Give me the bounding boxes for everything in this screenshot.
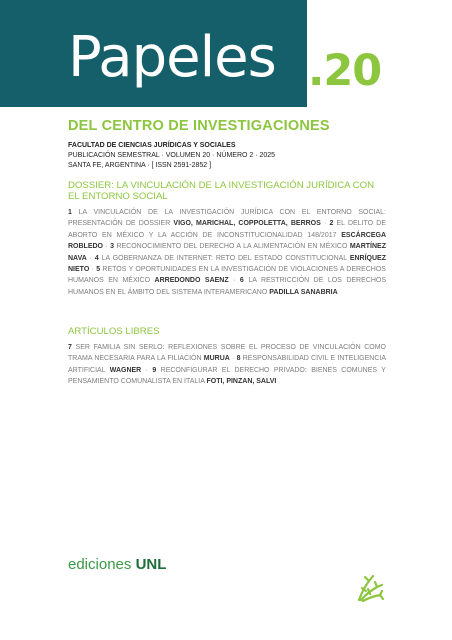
entry-authors: VIGO, MARICHAL, COPPOLETTA, BERROS <box>173 220 321 228</box>
faculty-name: FACULTAD DE CIENCIAS JURÍDICAS Y SOCIALES <box>68 142 236 149</box>
publication-info <box>68 141 275 171</box>
entry-authors: MURUA <box>203 355 230 363</box>
entry-number: 4 <box>94 254 99 262</box>
entry-number: 7 <box>68 344 72 351</box>
entry-title: LA GOBERNANZA DE INTERNET: RETO DEL ESTADO CONSTITUCIONAL <box>101 254 347 262</box>
articulos-contents: 7 SER FAMILIA SIN SERLO: REFLEXIONES SOBRE EL PROCESO DE VINCULACIÓN COMO TRAMA NECESARIA PARA LA FILIACIÓN MURUA · 8 RESPONSABILIDAD CIVIL E INTELIGENCIA ARTIFICIAL WAGNER · 9 RECONFIGURAR EL DERECHO PRIVADO: BIENES COMUNES Y PENSAMIENTO COMUNALISTA EN ITALIA FOTI, PINZAN, SALVI <box>68 344 387 386</box>
publisher-name: ediciones <box>68 556 132 573</box>
entry-authors: ARREDONDO SAENZ <box>154 277 229 285</box>
journal-title: Papeles <box>68 25 276 90</box>
articulos-title: ARTÍCULOS LIBRES <box>68 326 160 337</box>
entry-authors: FOTI, PINZAN, SALVI <box>206 378 277 386</box>
publisher-logo <box>68 556 166 573</box>
entry-title: LA RESTRICCIÓN DE LOS DERECHOS HUMANOS EN EL ÁMBITO DEL SISTEMA INTERAMERICANO <box>68 277 386 296</box>
entry-authors: MARTÍNEZ NAVA <box>68 243 386 262</box>
entry-number: 8 <box>236 355 241 363</box>
entry-title: RECONFIGURAR EL DERECHO PRIVADO: BIENES COMUNES Y PENSAMIENTO COMUNALISTA EN ITALIA <box>68 366 386 386</box>
entry-authors: WAGNER <box>109 366 142 374</box>
entry-number: 2 <box>329 220 334 228</box>
entry-number: 6 <box>239 277 244 285</box>
entry-title: LA VINCULACIÓN DE LA INVESTIGACIÓN JURÍDICA CON EL ENTORNO SOCIAL: PRESENTACIÓN DE DOSSIER <box>68 209 386 228</box>
issue-number: .20 <box>308 46 382 96</box>
journal-subtitle: DEL CENTRO DE INVESTIGACIONES <box>68 118 330 134</box>
location-issn: SANTA FE, ARGENTINA · [ ISSN 2591-2852 ] <box>68 162 212 169</box>
entry-title: SER FAMILIA SIN SERLO: REFLEXIONES SOBRE EL PROCESO DE VINCULACIÓN COMO TRAMA NECESARIA PARA LA FILIACIÓN <box>68 344 387 363</box>
entry-number: 1 <box>68 209 72 216</box>
entry-title: RESPONSABILIDAD CIVIL E INTELIGENCIA ARTIFICIAL <box>68 355 386 374</box>
publication-details: PUBLICACIÓN SEMESTRAL · VOLUMEN 20 · NÚMERO 2 · 2025 <box>68 152 276 159</box>
entry-number: 9 <box>152 366 157 374</box>
entry-authors: ESCÁRCEGA ROBLEDO <box>68 231 386 251</box>
entry-authors: PADILLA SANABRIA <box>269 288 338 296</box>
dossier-title: DOSSIER: LA VINCULACIÓN DE LA INVESTIGACIÓN JURÍDICA CON EL ENTORNO SOCIAL <box>68 180 375 202</box>
entry-number: 5 <box>96 266 101 274</box>
entry-title: RECONOCIMIENTO DEL DERECHO A LA ALIMENTACIÓN EN MÉXICO <box>116 243 348 251</box>
entry-title: RETOS Y OPORTUNIDADES EN LA INVESTIGACIÓN DE VIOLACIONES A DERECHOS HUMANOS EN MÉXICO <box>68 266 386 285</box>
entry-number: 3 <box>110 243 115 251</box>
publisher-suffix: UNL <box>135 556 167 573</box>
unl-leaf-icon <box>353 573 385 605</box>
dossier-contents: 1 LA VINCULACIÓN DE LA INVESTIGACIÓN JURÍDICA CON EL ENTORNO SOCIAL: PRESENTACIÓN DE DOSSIER VIGO, MARICHAL, COPPOLETTA, BERROS · 2 EL DELITO DE ABORTO EN MÉXICO Y LA ACCIÓN DE INCONSTITUCIONALIDAD 148/2017 ESCÁRCEGA ROBLEDO · 3 RECONOCIMIENTO DEL DERECHO A LA ALIMENTACIÓN EN MÉXICO MARTÍNEZ NAVA · 4 LA GOBERNANZA DE INTERNET: RETO DEL ESTADO CONSTITUCIONAL ENRÍQUEZ NIETO · 5 RETOS Y OPORTUNIDADES EN LA INVESTIGACIÓN DE VIOLACIONES A DERECHOS HUMANOS EN MÉXICO ARREDONDO SAENZ · 6 LA RESTRICCIÓN DE LOS DERECHOS HUMANOS EN EL ÁMBITO DEL SISTEMA INTERAMERICANO PADILLA SANABRIA <box>68 209 386 296</box>
entry-title: EL DELITO DE ABORTO EN MÉXICO Y LA ACCIÓN DE INCONSTITUCIONALIDAD 148/2017 <box>68 220 386 239</box>
entry-authors: ENRÍQUEZ NIETO <box>68 254 386 274</box>
